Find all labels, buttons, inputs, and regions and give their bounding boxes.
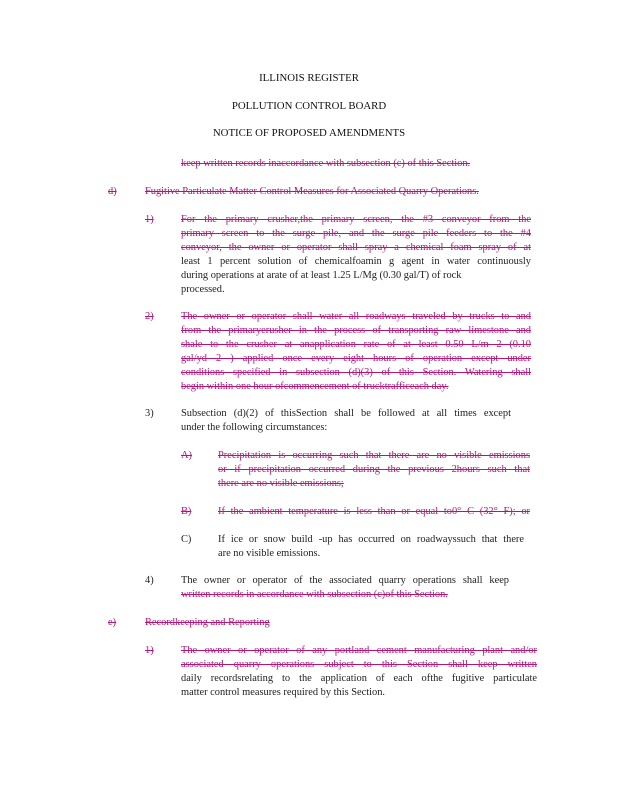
item-c-text: [218, 533, 524, 561]
section-e-label: e): [108, 617, 117, 628]
item-d3-label: 3): [145, 408, 154, 419]
section-e-title: Recordkeeping and Reporting: [145, 617, 270, 628]
item-d1-label: 1): [145, 214, 154, 225]
text-line: If the ambient temperature is less than or equal to0° C (32° F); or: [218, 506, 530, 517]
text-line: Precipitation is occurring such that there are no visible emissions: [218, 450, 530, 461]
item-d4-text: [181, 574, 509, 602]
text-line: written records in accordance with subsection (c)of this Section.: [181, 589, 448, 600]
item-a-label: A): [181, 450, 192, 461]
text-line: primary screen to the surge pile, and the surge pile feeders to the #4: [181, 228, 531, 239]
text-line: conditions specified in subsection (d)(3) of this Section. Watering shall: [181, 367, 531, 378]
register-title: ILLINOIS REGISTER: [259, 72, 359, 84]
item-b-label: B): [181, 506, 192, 517]
text-line: least 1 percent solution of chemicalfoamin g agent in water continuously: [181, 256, 531, 267]
text-line: begin within one hour ofcommencement of trucktrafficeach day.: [181, 381, 449, 392]
text-line: The owner or operator shall water all roadways traveled by trucks to and: [181, 311, 531, 322]
text-line: or if precipitation occurred during the previous 2hours such that: [218, 464, 530, 475]
item-b-text: [218, 505, 530, 519]
text-line: daily recordsrelating to the application of each ofthe fugitive particulate: [181, 673, 537, 684]
text-line: under the following circumstances:: [181, 422, 328, 433]
text-line: shale to the crusher at anapplication rate of at least 0.50 L/m 2 (0.10: [181, 339, 531, 350]
text-line: The owner or operator of any portland cement manufacturing plant and/or: [181, 645, 537, 656]
item-c-label: C): [181, 534, 192, 545]
item-e1-text: [181, 644, 537, 700]
item-d1-text: [181, 213, 531, 297]
text-line: For the primary crusher,the primary screen, the #3 conveyor from the: [181, 214, 531, 225]
text-line: Subsection (d)(2) of thisSection shall be followed at all times except: [181, 408, 511, 419]
text-line: matter control measures required by this Section.: [181, 687, 386, 698]
text-line: conveyor, the owner or operator shall spray a chemical foam spray of at: [181, 242, 531, 253]
item-d2-label: 2): [145, 311, 154, 322]
text-line: gal/yd 2 ) applied once every eight hours of operation except under: [181, 353, 531, 364]
item-e1-label: 1): [145, 645, 154, 656]
item-d2-text: [181, 310, 531, 394]
section-d-title: Fugitive Particulate Matter Control Measures for Associated Quarry Operations.: [145, 186, 479, 197]
notice-title: NOTICE OF PROPOSED AMENDMENTS: [212, 127, 406, 139]
item-a-text: [218, 449, 530, 491]
board-title: POLLUTION CONTROL BOARD: [231, 100, 387, 112]
item-d4-label: 4): [145, 575, 154, 586]
text-line: are no visible emissions.: [218, 548, 321, 559]
intro-deleted-text: keep written records inaccordance with subsection (c) of this Section.: [181, 158, 471, 169]
text-line: If ice or snow build -up has occurred on roadwayssuch that there: [218, 534, 524, 545]
text-line: there are no visible emissions;: [218, 478, 344, 489]
item-d3-text: [181, 407, 511, 435]
text-line: associated quarry operations subject to this Section shall keep written: [181, 659, 537, 670]
section-d-label: d): [108, 186, 117, 197]
text-line: The owner or operator of the associated quarry operations shall keep: [181, 575, 509, 586]
text-line: from the primaryerusher in the process of transporting raw limestone and: [181, 325, 531, 336]
text-line: during operations at arate of at least 1.25 L/Mg (0.30 gal/T) of rock: [181, 270, 462, 281]
text-line: processed.: [181, 284, 225, 295]
